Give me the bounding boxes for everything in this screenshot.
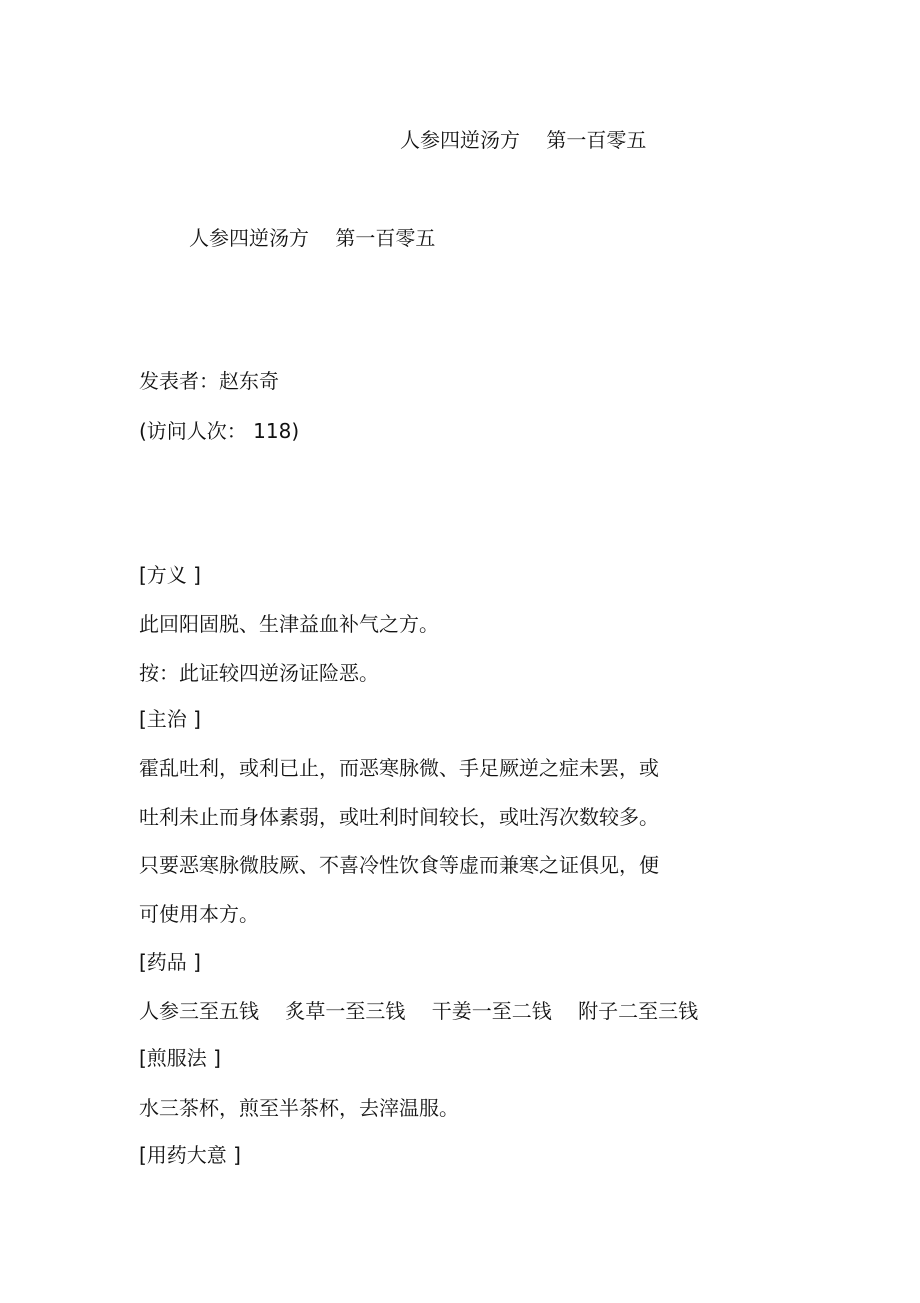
section-heading-zhuzhi: [主治 ]	[139, 707, 201, 731]
paragraph-line: 人参三至五钱 炙草一至三钱 干姜一至二钱 附子二至三钱	[139, 999, 699, 1023]
paragraph-line: 水三茶杯，煎至半茶杯，去滓温服。	[139, 1096, 459, 1120]
paragraph-line: 只要恶寒脉微肢厥、不喜冷性饮食等虚而兼寒之证俱见，便	[139, 853, 659, 877]
paragraph-line: 此回阳固脱、生津益血补气之方。	[139, 612, 439, 636]
paragraph-line: 吐利未止而身体素弱，或吐利时间较长，或吐泻次数较多。	[139, 805, 659, 829]
header-title: 人参四逆汤方 第一百零五	[400, 128, 647, 152]
author-line: 发表者：赵东奇	[139, 369, 279, 393]
paragraph-line: 按：此证较四逆汤证险恶。	[139, 661, 379, 685]
paragraph-line: 霍乱吐利，或利已止，而恶寒脉微、手足厥逆之症未罢，或	[139, 756, 659, 780]
section-heading-yongyao: [用药大意 ]	[139, 1143, 241, 1167]
section-heading-yaopin: [药品 ]	[139, 950, 201, 974]
section-heading-jianfu: [煎服法 ]	[139, 1046, 221, 1070]
paragraph-line: 可使用本方。	[139, 902, 259, 926]
document-title: 人参四逆汤方 第一百零五	[189, 226, 436, 250]
section-heading-fangyi: [方义 ]	[139, 563, 201, 587]
visit-count: (访问人次： 118)	[139, 419, 300, 443]
